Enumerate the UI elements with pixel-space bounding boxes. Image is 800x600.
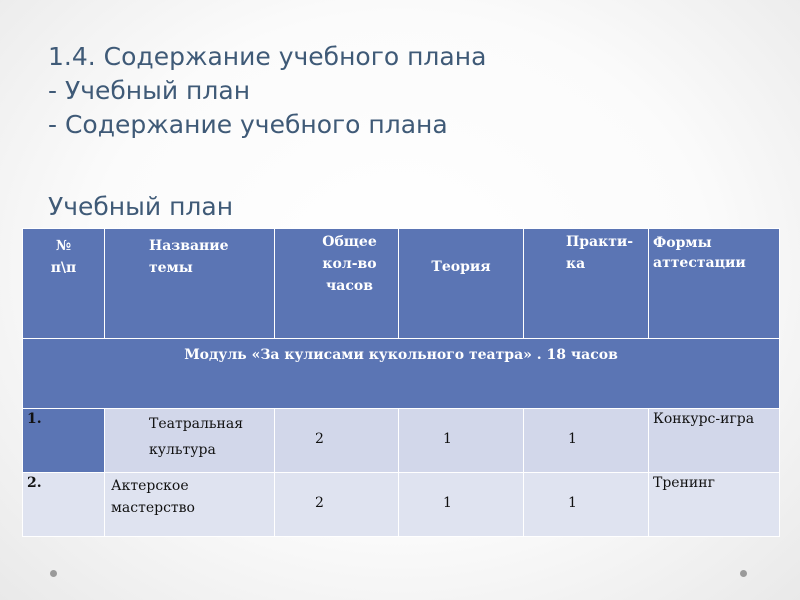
row-assessment-form: Тренинг xyxy=(649,473,780,537)
header-number xyxy=(23,229,105,339)
header-assessment-forms xyxy=(649,229,780,339)
curriculum-table xyxy=(22,228,780,537)
table-row xyxy=(23,473,780,537)
row-topic-line2: мастерство xyxy=(111,500,195,516)
decorative-dot-left xyxy=(50,570,57,577)
header-number-line2: п\п xyxy=(50,260,77,276)
row-number: 2. xyxy=(23,473,105,537)
title-line-3: - Содержание учебного плана xyxy=(48,110,448,139)
decorative-dot-right xyxy=(740,570,747,577)
row-theory-hours: 1 xyxy=(399,409,524,473)
module-title: Модуль «За кулисами кукольного театра» . 18 часов xyxy=(23,339,780,409)
row-topic-line2: культура xyxy=(149,442,216,458)
header-forms-line1: Формы xyxy=(653,235,712,251)
title-line-1: 1.4. Содержание учебного плана xyxy=(48,42,487,71)
row-topic-line1: Театральная xyxy=(149,416,244,432)
row-theory-hours: 1 xyxy=(399,473,524,537)
row-total-hours: 2 xyxy=(275,409,399,473)
module-row xyxy=(23,339,780,409)
header-practice-line2: ка xyxy=(566,256,586,272)
table-row xyxy=(23,409,780,473)
row-topic xyxy=(105,473,275,537)
header-total-hours xyxy=(275,229,399,339)
table-title: Учебный план xyxy=(48,192,234,221)
row-topic xyxy=(105,409,275,473)
row-total-hours: 2 xyxy=(275,473,399,537)
row-assessment-form: Конкурс-игра xyxy=(649,409,780,473)
row-topic-line1: Актерское xyxy=(111,478,189,494)
table-header-row xyxy=(23,229,780,339)
row-practice-hours: 1 xyxy=(524,409,649,473)
header-topic-name xyxy=(105,229,275,339)
title-line-2: - Учебный план xyxy=(48,76,251,105)
header-total-line3: часов xyxy=(326,278,373,294)
row-number: 1. xyxy=(23,409,105,473)
header-topic-line2: темы xyxy=(149,260,193,276)
header-topic-line1: Название xyxy=(149,238,229,254)
header-total-line1: Общее xyxy=(322,234,377,250)
header-practice-line1: Практи- xyxy=(566,234,634,250)
slide-title xyxy=(48,40,486,142)
header-number-line1: № xyxy=(55,238,72,254)
row-practice-hours: 1 xyxy=(524,473,649,537)
header-theory: Теория xyxy=(399,229,524,339)
header-total-line2: кол-во xyxy=(322,256,377,272)
header-practice xyxy=(524,229,649,339)
header-forms-line2: аттестации xyxy=(653,255,746,271)
